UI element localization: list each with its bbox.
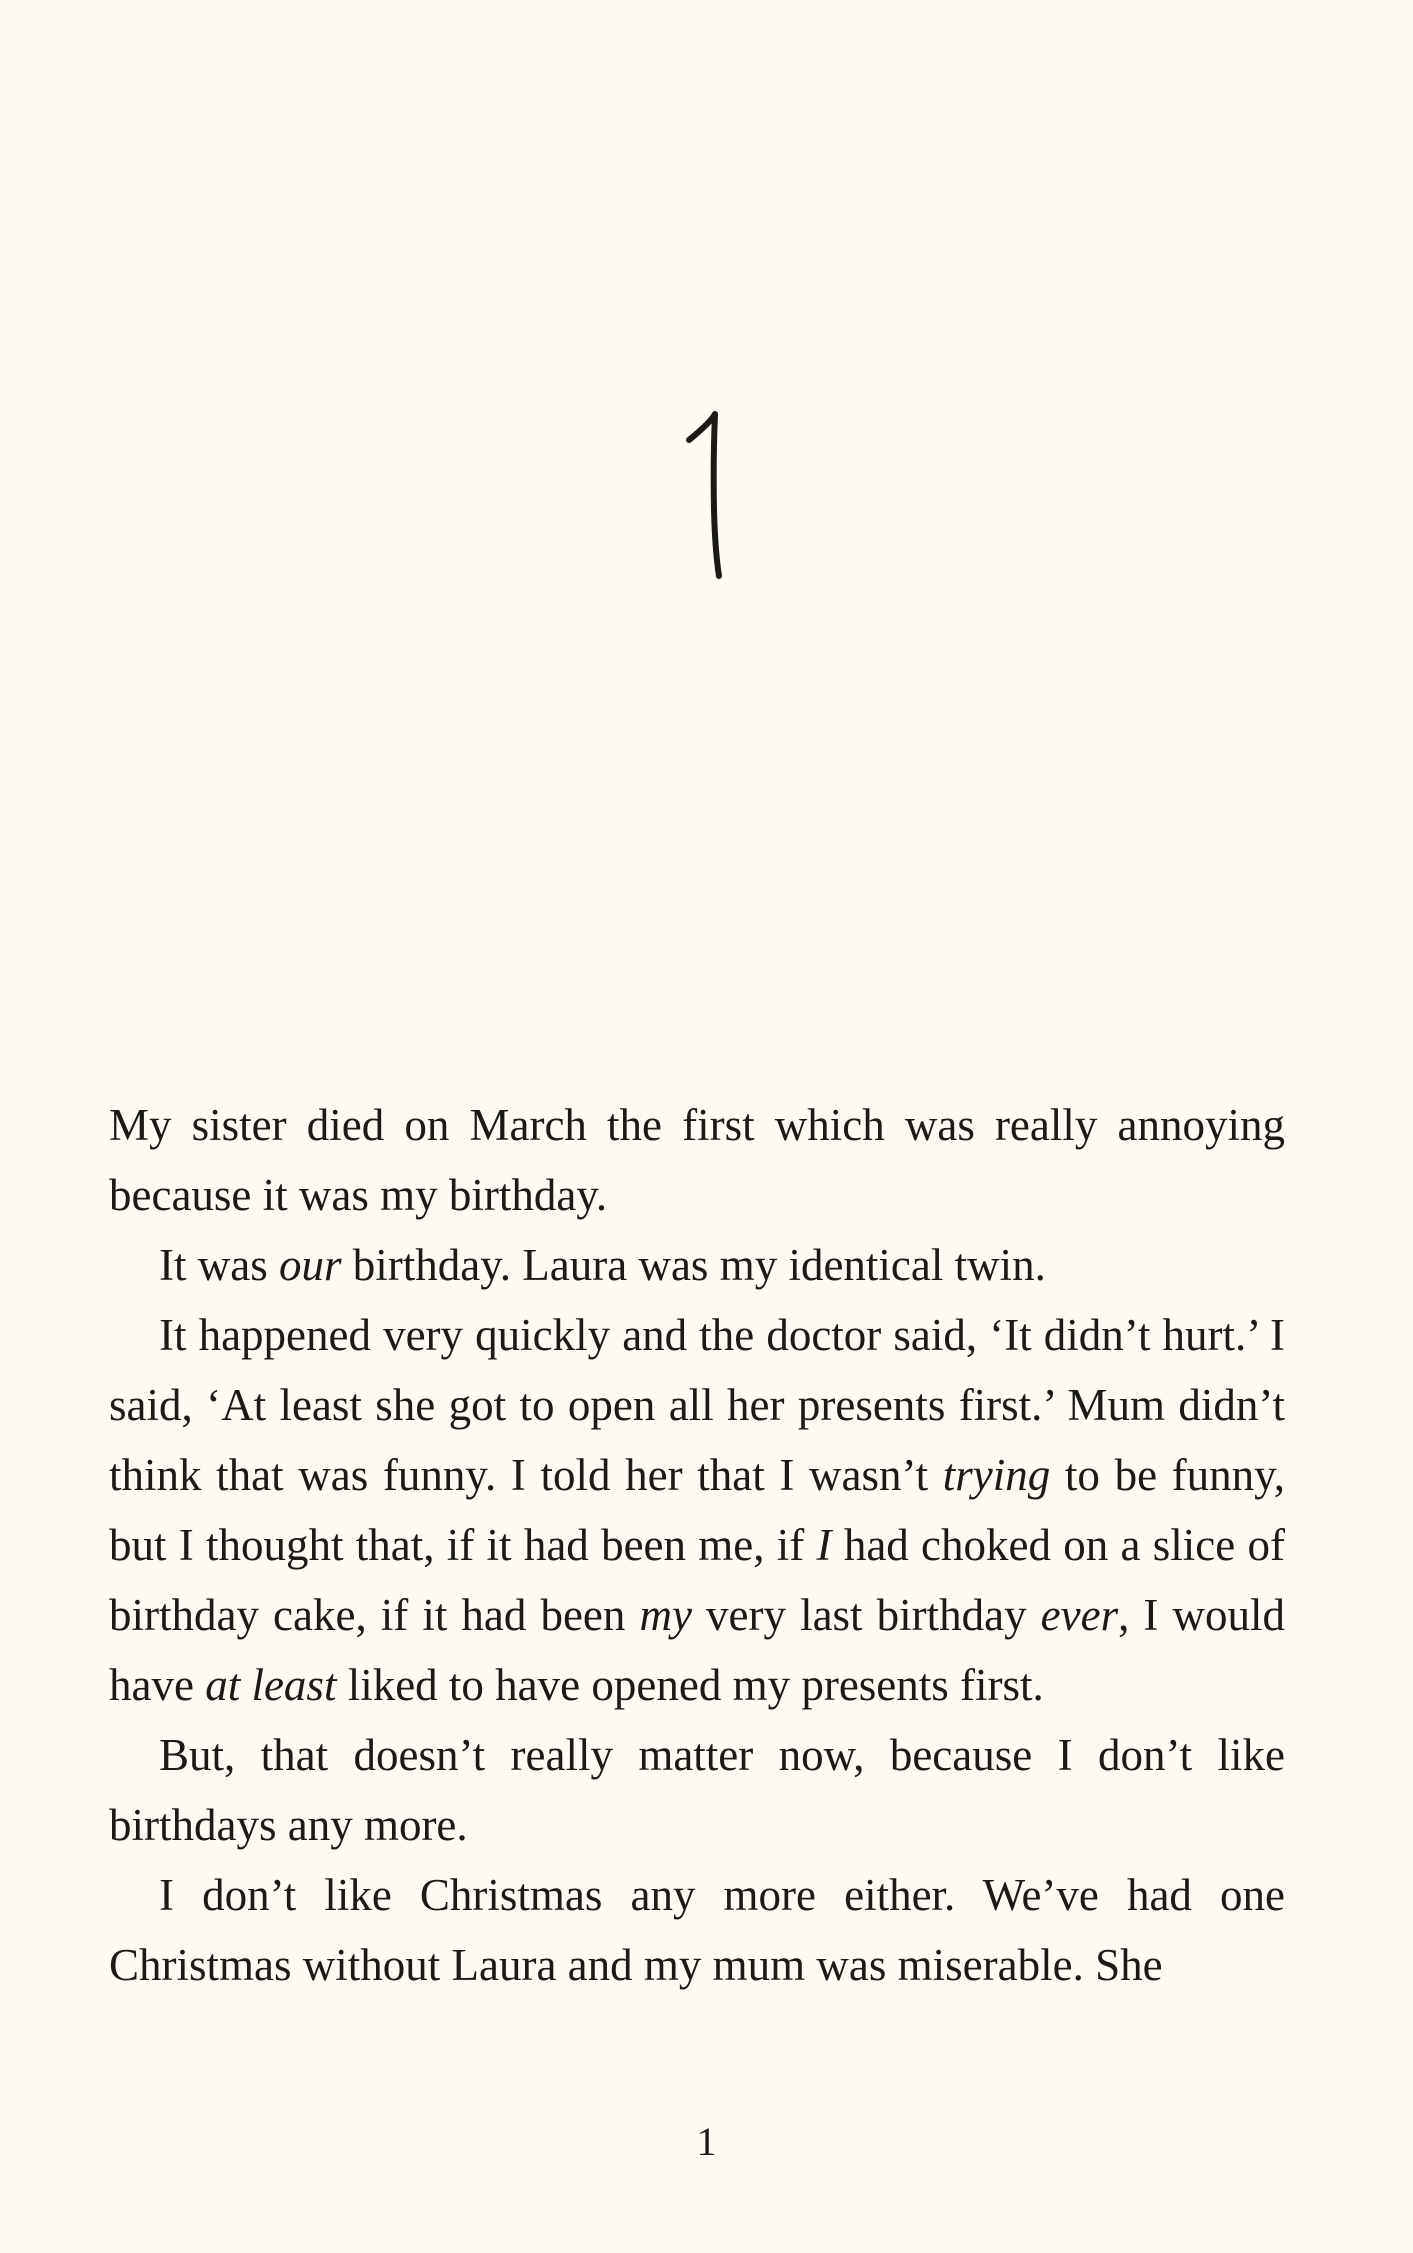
italic-text: ever — [1040, 1590, 1119, 1640]
text-run: had choked on a slice of birthday cake, if it had been — [109, 1520, 1285, 1640]
italic-text: trying — [942, 1450, 1051, 1500]
italic-text: our — [278, 1240, 342, 1290]
paragraph — [109, 1720, 1285, 1860]
text-run: My sister died on March the first which was really annoying because it was my birthday. — [109, 1100, 1285, 1220]
text-run: liked to have opened my presents first. — [336, 1660, 1044, 1710]
chapter-body-text — [109, 1090, 1285, 2000]
text-run: But, that doesn’t really matter now, because I don’t like birthdays any more. — [109, 1730, 1285, 1850]
text-run: I don’t like Christmas any more either. We’ve had one Christmas without Laura and my mum was miserable. She — [109, 1870, 1285, 1990]
page-number: 1 — [696, 2119, 717, 2164]
paragraph — [109, 1230, 1285, 1300]
text-run: It was — [159, 1240, 279, 1290]
chapter-number — [0, 400, 1413, 600]
text-run: birthday. Laura was my identical twin. — [341, 1240, 1046, 1290]
italic-text: at least — [205, 1660, 337, 1710]
text-run: very last birthday — [691, 1590, 1041, 1640]
chapter-number-glyph — [667, 400, 747, 590]
text-run: It happened very quickly and the doctor said, ‘It didn’t hurt.’ I said, ‘At least she got to open all her presents first.’ Mum didn’t think that was funny. I told her that I wasn’t — [109, 1310, 1285, 1500]
text-run: , I would have — [109, 1590, 1285, 1710]
italic-text: I — [816, 1520, 832, 1570]
text-run: to be funny, but I thought that, if it had been me, if — [109, 1450, 1285, 1570]
paragraph — [109, 1860, 1285, 2000]
paragraph — [109, 1090, 1285, 1230]
italic-text: my — [639, 1590, 692, 1640]
paragraph — [109, 1300, 1285, 1720]
